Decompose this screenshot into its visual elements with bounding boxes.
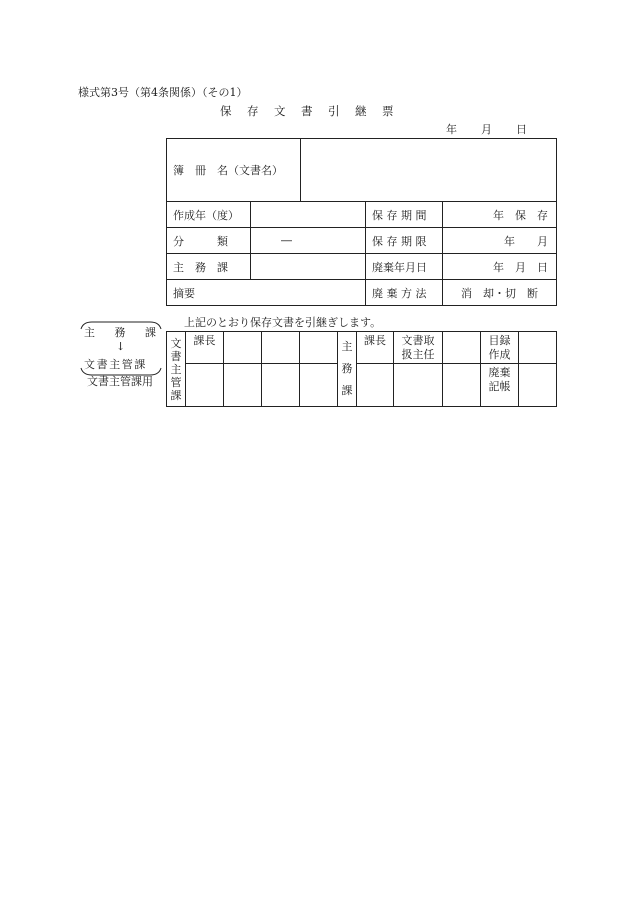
retention-period-field[interactable]: 年 保 存 [443, 202, 557, 228]
disposal-method-field[interactable]: 消 却・切 断 [443, 280, 557, 306]
flow-to-dept: 文書主管課 [84, 358, 147, 371]
catalog-made-label: 目録 作成 [481, 332, 519, 364]
main-dept-stamp-1[interactable] [357, 364, 394, 407]
category-field[interactable]: ― [251, 228, 366, 254]
transfer-statement: 上記のとおり保存文書を引継ぎします。 [184, 316, 382, 329]
created-year-label: 作成年（度） [167, 202, 251, 228]
main-dept-vertical-label: 主務課 [338, 332, 357, 407]
main-dept-label: 主 務 課 [167, 254, 251, 280]
disposal-date-field[interactable]: 年 月 日 [443, 254, 557, 280]
doc-handler-label: 文書取 扱主任 [394, 332, 443, 364]
retention-deadline-field[interactable]: 年 月 [443, 228, 557, 254]
doc-dept-stamp-1[interactable] [224, 332, 262, 364]
flow-arrow-icon: ↓ [116, 340, 126, 353]
form-id: 様式第3号（第4条関係）（その1） [78, 86, 248, 99]
doc-dept-stamp-7[interactable] [300, 364, 338, 407]
doc-dept-stamp-6[interactable] [262, 364, 300, 407]
main-dept-stamp-2[interactable] [394, 364, 443, 407]
doc-dept-head-label: 課長 [186, 332, 224, 364]
disposal-date-label: 廃棄年月日 [366, 254, 443, 280]
approval-stamp-table [166, 331, 557, 407]
disposal-ledger-label: 廃棄 記帳 [481, 364, 519, 407]
date-year: 年 [446, 123, 457, 136]
register-name-field[interactable] [301, 139, 557, 202]
summary-field[interactable]: 摘要 [167, 280, 366, 306]
main-dept-head-label: 課長 [357, 332, 394, 364]
doc-dept-stamp-5[interactable] [224, 364, 262, 407]
disposal-method-label: 廃 棄 方 法 [366, 280, 443, 306]
doc-dept-stamp-3[interactable] [300, 332, 338, 364]
doc-dept-stamp-2[interactable] [262, 332, 300, 364]
retention-period-label: 保 存 期 間 [366, 202, 443, 228]
retention-deadline-label: 保 存 期 限 [366, 228, 443, 254]
main-dept-stamp-3[interactable] [443, 364, 481, 407]
transfer-form-table [166, 138, 557, 306]
doc-dept-vertical-label: 文書主管課 [167, 332, 186, 407]
register-name-label: 簿 冊 名（文書名） [167, 139, 301, 202]
flow-caption: 文書主管課用 [87, 375, 153, 388]
created-year-field[interactable] [251, 202, 366, 228]
doc-dept-stamp-4[interactable] [186, 364, 224, 407]
doc-handler-stamp[interactable] [443, 332, 481, 364]
category-label: 分 類 [167, 228, 251, 254]
flow-from-dept: 主 務 課 [84, 326, 156, 339]
main-dept-field[interactable] [251, 254, 366, 280]
catalog-made-stamp[interactable] [519, 332, 557, 364]
page-title: 保 存 文 書 引 継 票 [220, 104, 396, 118]
date-day: 日 [516, 123, 527, 136]
date-month: 月 [481, 123, 492, 136]
disposal-ledger-stamp[interactable] [519, 364, 557, 407]
